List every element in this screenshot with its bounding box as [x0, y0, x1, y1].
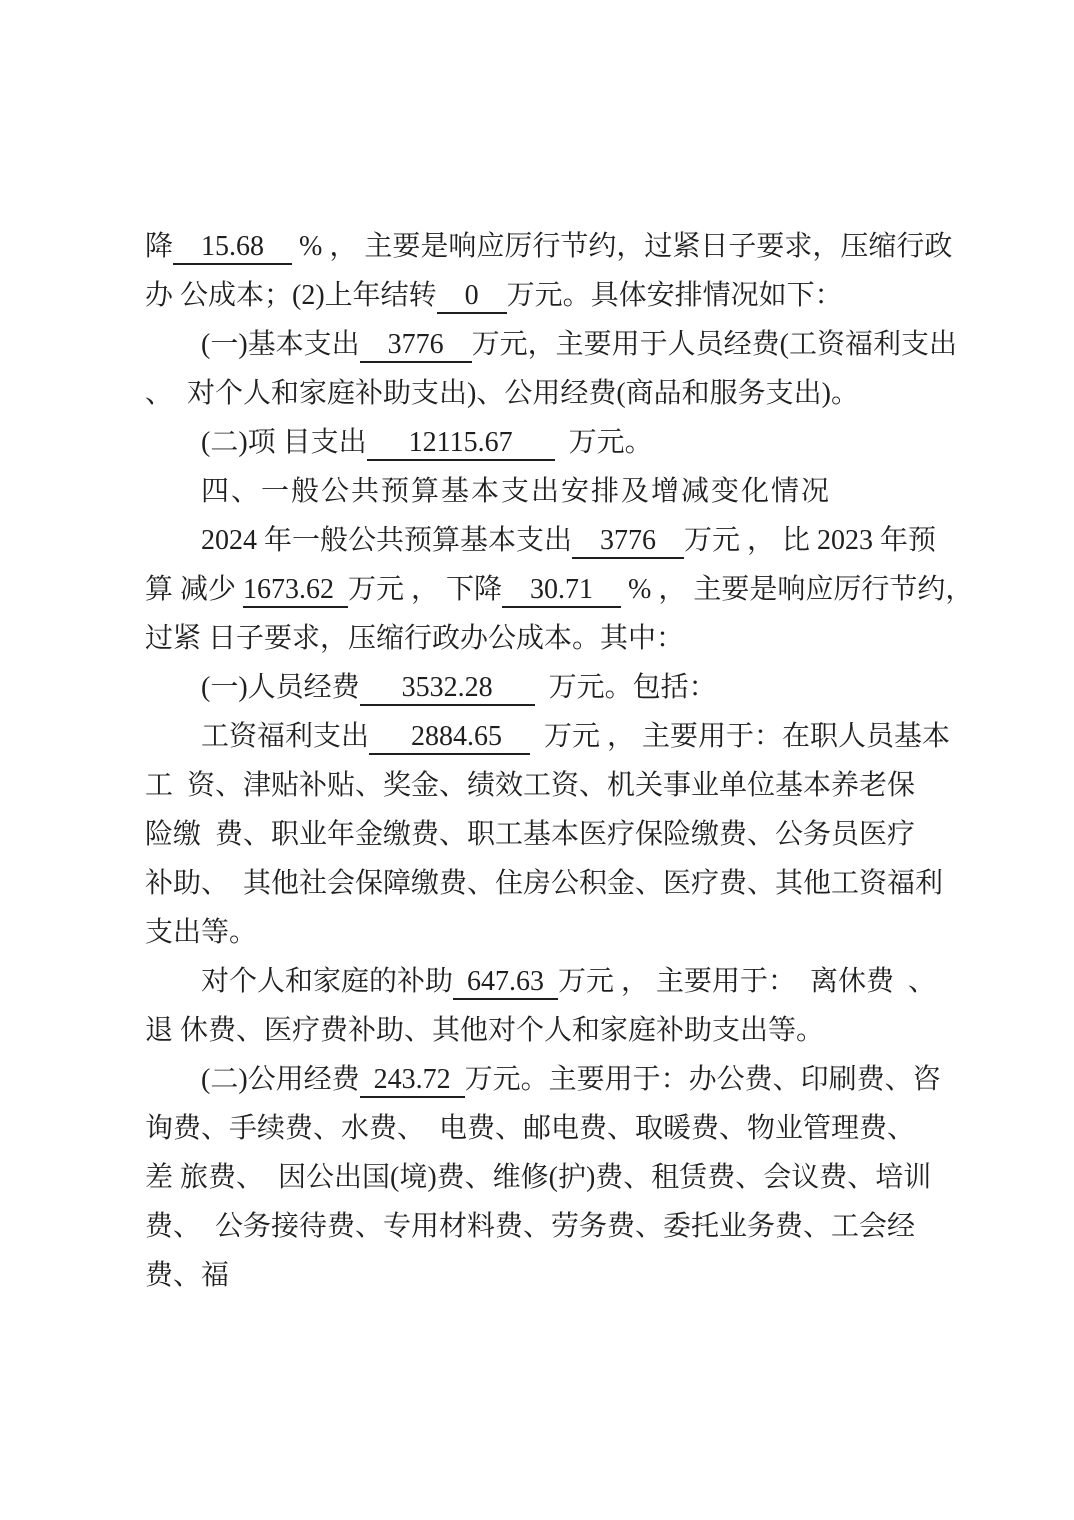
underlined-value: 0	[437, 280, 507, 314]
underlined-value: 2884.65	[369, 721, 530, 755]
text-segment: (二)公用经费	[201, 1064, 360, 1095]
underlined-value: 30.71	[502, 574, 621, 608]
text-segment: (一)基本支出	[201, 329, 360, 360]
underlined-value: 15.68	[173, 231, 292, 265]
underlined-value: 12115.67	[367, 427, 555, 461]
text-segment: 万元 ， 主要用于：在职人员基本	[530, 721, 951, 752]
text-line	[145, 1055, 941, 1104]
text-line	[145, 222, 953, 271]
text-line	[145, 1006, 936, 1055]
text-segment: 工 资、津贴补贴、奖金、绩效工资、机关事业单位基本养老保	[145, 770, 916, 801]
text-line	[145, 712, 951, 761]
text-segment: 差 旅费、 因公出国(境)费、维修(护)费、租赁费、会议费、培训	[145, 1162, 932, 1193]
text-line	[145, 1251, 936, 1300]
text-segment: 2024 年一般公共预算基本支出	[201, 525, 573, 556]
text-segment: 询费、手续费、水费、 电费、邮电费、取暖费、物业管理费、	[145, 1113, 916, 1144]
text-segment: 工资福利支出	[201, 721, 370, 752]
text-line	[145, 418, 936, 467]
underlined-value: 3776	[572, 525, 684, 559]
text-segment: 万元。包括：	[534, 672, 717, 703]
text-segment: % ， 主要是响应厉行节约，	[621, 574, 974, 605]
text-line	[145, 1153, 936, 1202]
text-segment: 、 对个人和家庭补助支出)、公用经费(商品和服务支出)。	[145, 378, 859, 409]
section-heading	[145, 467, 936, 516]
underlined-value: 3776	[360, 329, 472, 363]
text-segment: 退 休费、医疗费补助、其他对个人和家庭补助支出等。	[145, 1015, 825, 1046]
text-line	[145, 761, 936, 810]
text-line	[145, 369, 936, 418]
text-segment: 万元，主要用于人员经费(工资福利支出	[471, 329, 957, 360]
text-segment: 万元 ， 主要用于： 离休费 、	[558, 966, 937, 997]
text-line	[145, 810, 936, 859]
underlined-value: 1673.62	[243, 574, 348, 608]
text-segment: 算 减少	[145, 574, 244, 605]
text-line	[145, 614, 936, 663]
text-segment: 过紧 日子要求，压缩行政办公成本。其中：	[145, 623, 685, 654]
text-line	[145, 957, 936, 1006]
text-segment: 四、一般公共预算基本支出安排及增减变化情况	[201, 476, 832, 507]
text-segment: (二)项 目支出	[201, 427, 367, 458]
text-segment: 万元。主要用于：办公费、印刷费、咨	[464, 1064, 941, 1095]
text-line	[145, 516, 936, 565]
text-segment: 降	[145, 231, 174, 262]
underlined-value: 647.63	[453, 966, 558, 1000]
text-segment: % ， 主要是响应厉行节约，过紧日子要求，压缩行政	[292, 231, 953, 262]
text-segment: 万元 ， 比 2023 年预	[684, 525, 937, 556]
text-line	[145, 908, 936, 957]
text-line	[145, 565, 974, 614]
text-segment: 对个人和家庭的补助	[201, 966, 454, 997]
text-segment: 万元。具体安排情况如下：	[506, 280, 843, 311]
text-segment: (一)人员经费	[201, 672, 360, 703]
underlined-value: 3532.28	[360, 672, 535, 706]
text-line	[145, 271, 936, 320]
text-line	[145, 320, 957, 369]
text-segment: 万元 ， 下降	[348, 574, 503, 605]
text-line	[145, 1104, 936, 1153]
underlined-value: 243.72	[360, 1064, 465, 1098]
text-segment: 补助、 其他社会保障缴费、住房公积金、医疗费、其他工资福利	[145, 868, 944, 899]
text-segment: 万元。	[554, 427, 653, 458]
text-segment: 费、福	[145, 1260, 230, 1291]
text-line	[145, 1202, 936, 1251]
text-segment: 费、 公务接待费、专用材料费、劳务费、委托业务费、工会经	[145, 1211, 916, 1242]
text-segment: 险缴 费、职业年金缴费、职工基本医疗保险缴费、公务员医疗	[145, 819, 916, 850]
text-line	[145, 859, 944, 908]
text-segment: 支出等。	[145, 917, 258, 948]
document-body	[145, 222, 974, 1300]
text-line	[145, 663, 936, 712]
text-segment: 办 公成本；(2)上年结转	[145, 280, 437, 311]
